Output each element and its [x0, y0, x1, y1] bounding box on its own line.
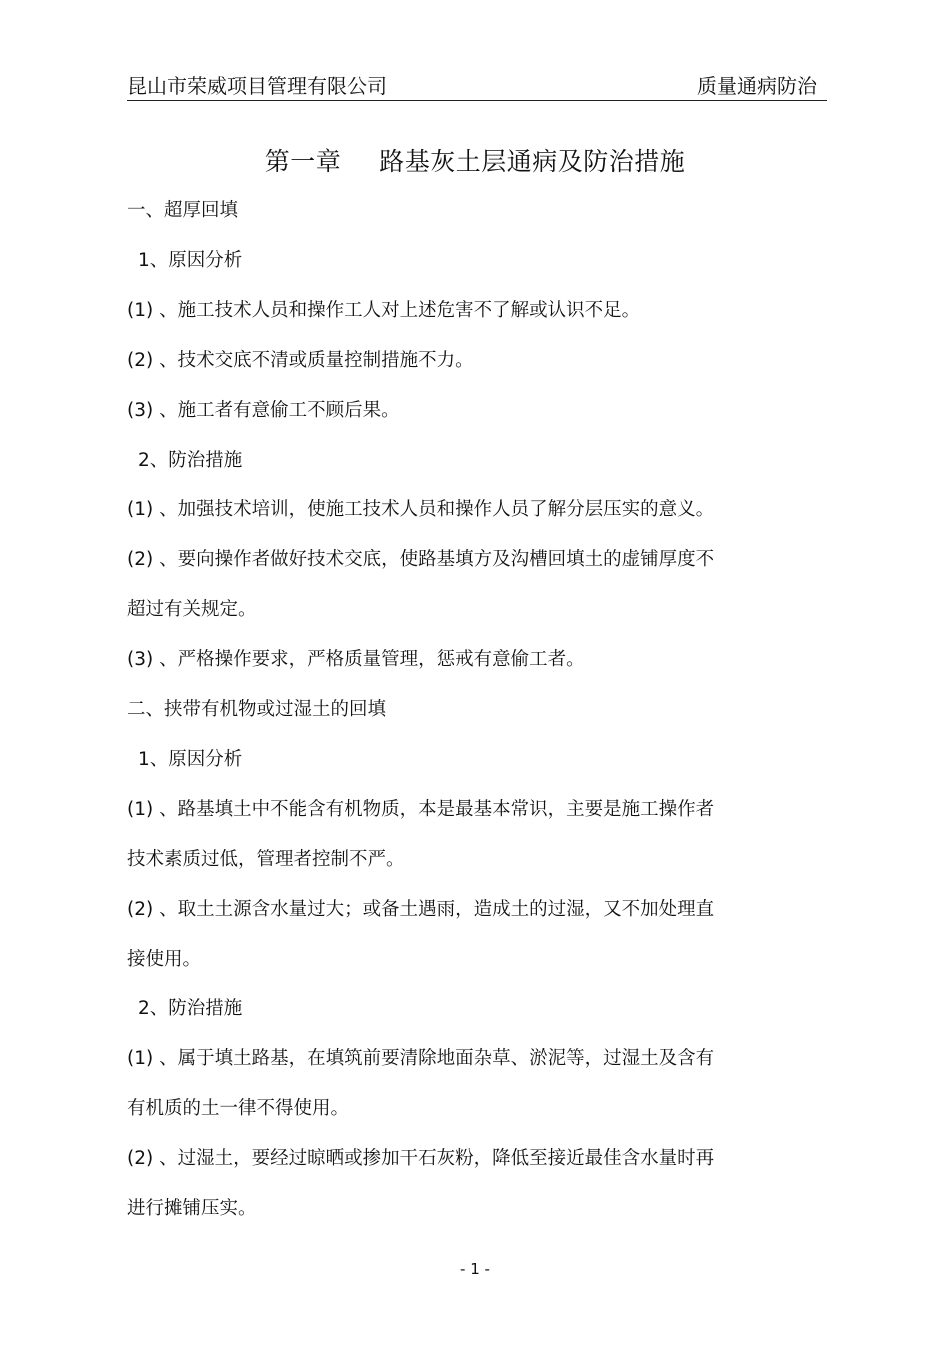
paragraph-line: 技术素质过低，管理者控制不严。 — [127, 848, 405, 870]
subsection-heading: 1、原因分析 — [138, 748, 243, 770]
paragraph-line: (1) 、属于填土路基，在填筑前要清除地面杂草、淤泥等，过湿土及含有 — [127, 1048, 715, 1070]
paragraph-line: 进行摊铺压实。 — [127, 1198, 257, 1219]
paragraph-line: 超过有关规定。 — [127, 599, 257, 621]
subsection-heading: 2、防治措施 — [138, 998, 243, 1020]
chapter-name: 路基灰土层通病及防治措施 — [379, 147, 686, 176]
header-company: 昆山市荣威项目管理有限公司 — [127, 74, 387, 98]
paragraph-line: (1) 、加强技术培训，使施工技术人员和操作人员了解分层压实的意义。 — [127, 499, 715, 521]
paragraph-line: 接使用。 — [127, 948, 202, 970]
section-heading: 一、超厚回填 — [127, 200, 239, 221]
paragraph-line: (1) 、施工技术人员和操作工人对上述危害不了解或认识不足。 — [127, 299, 641, 321]
paragraph-line: (2) 、技术交底不清或质量控制措施不力。 — [127, 349, 474, 371]
subsection-heading: 2、防治措施 — [138, 449, 243, 471]
subsection-heading: 1、原因分析 — [138, 249, 243, 271]
paragraph-line: 有机质的土一律不得使用。 — [127, 1098, 350, 1120]
paragraph-line: (3) 、施工者有意偷工不顾后果。 — [127, 399, 400, 421]
paragraph-line: (2) 、要向操作者做好技术交底，使路基填方及沟槽回填土的虚铺厚度不 — [127, 549, 715, 571]
chapter-title — [0, 142, 950, 178]
paragraph-line: (2) 、取土土源含水量过大；或备土遇雨，造成土的过湿，又不加处理直 — [127, 898, 715, 920]
paragraph-line: (2) 、过湿土，要经过晾晒或掺加干石灰粉，降低至接近最佳含水量时再 — [127, 1148, 715, 1170]
chapter-number: 第一章 — [264, 147, 342, 176]
paragraph-line: (3) 、严格操作要求，严格质量管理，惩戒有意偷工者。 — [127, 649, 585, 671]
header-section: 质量通病防治 — [697, 74, 817, 98]
paragraph-line: (1) 、路基填土中不能含有机物质，本是最基本常识，主要是施工操作者 — [127, 798, 715, 820]
page-header — [127, 68, 827, 101]
page-number: - 1 - — [460, 1260, 490, 1278]
section-heading: 二、挟带有机物或过湿土的回填 — [127, 699, 387, 720]
